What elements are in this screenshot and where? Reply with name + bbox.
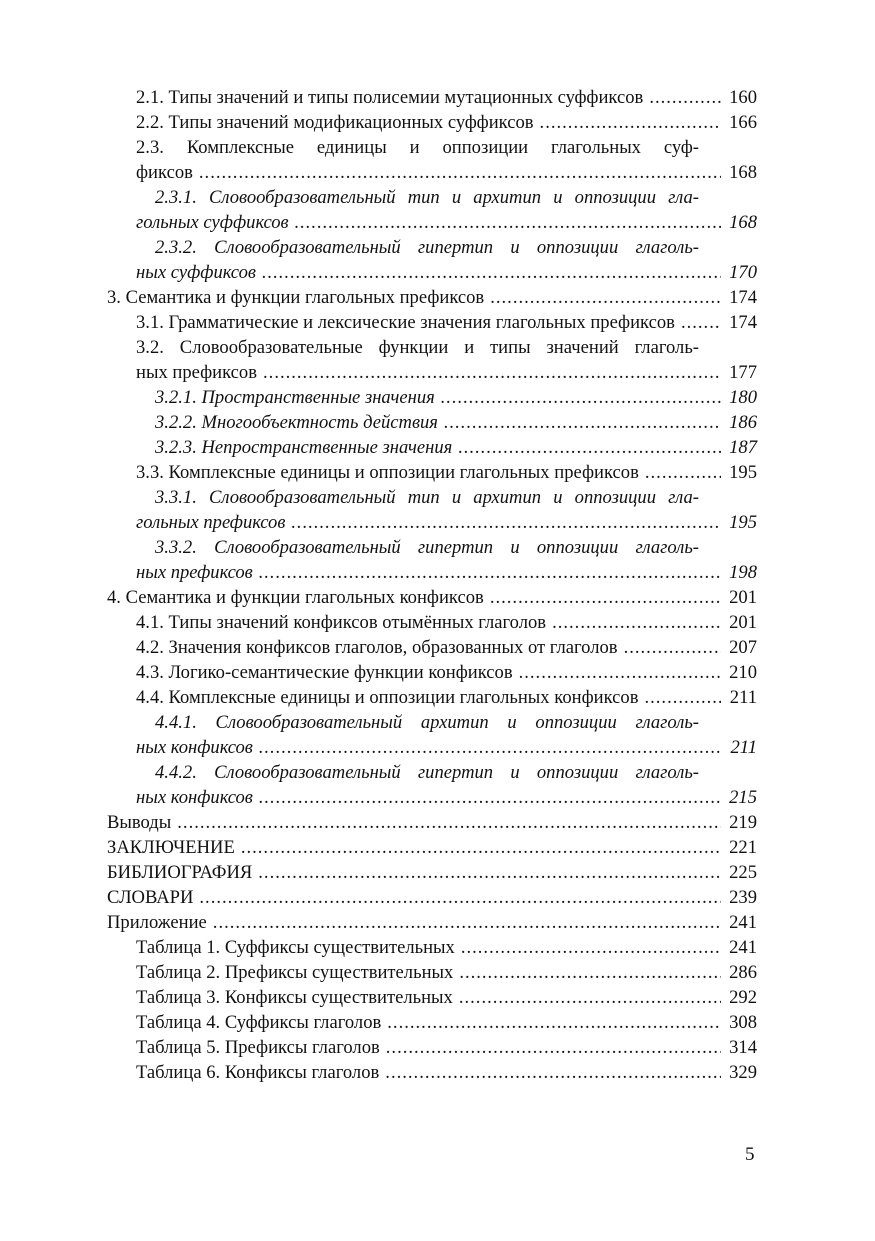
dot-leader	[241, 835, 721, 860]
dot-leader	[213, 910, 721, 935]
toc-entry	[107, 585, 757, 610]
toc-entry-page: 198	[729, 562, 757, 583]
toc-entry-page: 195	[729, 462, 757, 483]
toc-entry-title: Таблица 1. Суффиксы существительных	[136, 937, 455, 958]
toc-entry-page: 174	[729, 312, 757, 333]
dot-leader	[644, 685, 721, 710]
dot-leader	[291, 510, 721, 535]
toc-entry-title-line: 3.2. Словообразовательные функции и типы значений глаголь-	[136, 337, 699, 358]
toc-entry	[107, 110, 757, 135]
table-of-contents	[107, 85, 757, 1085]
toc-entry-title: фиксов	[136, 162, 193, 183]
toc-entry	[107, 1010, 757, 1035]
toc-entry	[107, 285, 757, 310]
toc-entry	[107, 560, 757, 585]
toc-entry-page: 180	[729, 387, 757, 408]
toc-entry	[107, 1060, 757, 1085]
toc-entry	[107, 410, 757, 435]
toc-entry-page: 221	[729, 837, 757, 858]
toc-entry-title: БИБЛИОГРАФИЯ	[107, 862, 253, 883]
toc-entry-title: гольных префиксов	[136, 512, 286, 533]
toc-entry-title: 4.4. Комплексные единицы и оппозиции глагольных конфиксов	[136, 687, 639, 708]
toc-entry	[107, 960, 757, 985]
toc-entry-title: Таблица 3. Конфиксы существительных	[136, 987, 453, 1008]
dot-leader	[444, 410, 721, 435]
toc-entry-title-line: 4.4.2. Словообразовательный гипертип и оппозиции глаголь-	[155, 762, 699, 783]
dot-leader	[459, 960, 721, 985]
toc-entry-title: ных префиксов	[136, 362, 258, 383]
toc-entry-title-line: 2.3.1. Словообразовательный тип и архитип и оппозиции гла-	[155, 187, 699, 208]
dot-leader	[386, 1035, 721, 1060]
toc-entry	[107, 260, 757, 285]
toc-entry-page: 211	[729, 687, 757, 708]
dot-leader	[199, 885, 721, 910]
toc-entry-title: Таблица 2. Префиксы существительных	[136, 962, 454, 983]
toc-entry-page: 168	[729, 162, 757, 183]
dot-leader	[519, 660, 721, 685]
toc-entry-page: 314	[729, 1037, 757, 1058]
toc-entry	[107, 610, 757, 635]
toc-entry-page: 168	[729, 212, 757, 233]
toc-entry	[107, 160, 757, 185]
toc-entry	[107, 785, 757, 810]
toc-entry-title-line: 3.3.1. Словообразовательный тип и архитип и оппозиции гла-	[155, 487, 699, 508]
toc-entry-page: 292	[729, 987, 757, 1008]
toc-entry-title: ных префиксов	[136, 562, 253, 583]
dot-leader	[259, 735, 721, 760]
toc-entry-title: 3.2.2. Многообъектность действия	[155, 412, 438, 433]
toc-entry-page: 241	[729, 912, 757, 933]
toc-entry	[107, 460, 757, 485]
toc-entry-page: 201	[729, 612, 757, 633]
toc-entry	[107, 835, 757, 860]
toc-entry-page: 211	[730, 737, 757, 758]
toc-entry	[107, 435, 757, 460]
toc-entry-page: 177	[729, 362, 757, 383]
toc-entry-title-line: 2.3. Комплексные единицы и оппозиции глагольных суф-	[136, 137, 699, 158]
toc-entry	[107, 85, 757, 110]
toc-entry-page: 160	[729, 87, 757, 108]
dot-leader	[461, 935, 721, 960]
dot-leader	[258, 860, 721, 885]
toc-entry-page: 215	[729, 787, 757, 808]
toc-entry-title: Таблица 4. Суффиксы глаголов	[136, 1012, 382, 1033]
toc-entry-title: Таблица 5. Префиксы глаголов	[136, 1037, 380, 1058]
dot-leader	[259, 560, 721, 585]
dot-leader	[649, 85, 721, 110]
page-number: 5	[745, 1144, 755, 1165]
toc-entry-title: ных суффиксов	[136, 262, 256, 283]
toc-entry	[107, 885, 757, 910]
toc-entry-title: ных конфиксов	[136, 787, 253, 808]
dot-leader	[263, 360, 721, 385]
dot-leader	[624, 635, 721, 660]
dot-leader	[490, 285, 721, 310]
toc-entry	[107, 685, 757, 710]
toc-entry-page: 225	[729, 862, 757, 883]
toc-entry	[107, 1035, 757, 1060]
toc-entry-title: 2.1. Типы значений и типы полисемии мутационных суффиксов	[136, 87, 644, 108]
dot-leader	[387, 1010, 721, 1035]
toc-entry	[107, 510, 757, 535]
dot-leader	[385, 1060, 721, 1085]
toc-entry-title: 4.2. Значения конфиксов глаголов, образованных от глаголов	[136, 637, 618, 658]
dot-leader	[490, 585, 721, 610]
dot-leader	[295, 210, 721, 235]
toc-entry-title: ных конфиксов	[136, 737, 253, 758]
toc-entry	[107, 310, 757, 335]
toc-entry-title-line: 2.3.2. Словообразовательный гипертип и оппозиции глаголь-	[155, 237, 699, 258]
toc-entry	[107, 910, 757, 935]
toc-entry-page: 308	[729, 1012, 757, 1033]
toc-entry-page: 187	[729, 437, 757, 458]
toc-entry-title-line: 3.3.2. Словообразовательный гипертип и оппозиции глаголь-	[155, 537, 699, 558]
toc-entry-title: 4.3. Логико-семантические функции конфиксов	[136, 662, 513, 683]
toc-entry	[107, 635, 757, 660]
dot-leader	[458, 435, 721, 460]
toc-entry	[107, 860, 757, 885]
toc-entry-title: 4.1. Типы значений конфиксов отымённых глаголов	[136, 612, 547, 633]
dot-leader	[199, 160, 721, 185]
toc-entry-title: 2.2. Типы значений модификационных суффиксов	[136, 112, 534, 133]
toc-entry-page: 286	[729, 962, 757, 983]
toc-entry-title: Выводы	[107, 812, 172, 833]
toc-entry-page: 207	[729, 637, 757, 658]
toc-entry	[107, 210, 757, 235]
dot-leader	[540, 110, 721, 135]
toc-entry-page: 166	[729, 112, 757, 133]
toc-entry-page: 329	[729, 1062, 757, 1083]
toc-entry-title: 3.2.1. Пространственные значения	[155, 387, 435, 408]
toc-entry-page: 170	[729, 262, 757, 283]
toc-entry	[107, 660, 757, 685]
toc-entry-title: гольных суффиксов	[136, 212, 289, 233]
toc-entry-title: 3.1. Грамматические и лексические значения глагольных префиксов	[136, 312, 675, 333]
dot-leader	[441, 385, 721, 410]
dot-leader	[177, 810, 721, 835]
dot-leader	[459, 985, 721, 1010]
toc-entry-title: ЗАКЛЮЧЕНИЕ	[107, 837, 235, 858]
toc-entry-title: 4. Семантика и функции глагольных конфиксов	[107, 587, 484, 608]
toc-entry-page: 201	[729, 587, 757, 608]
dot-leader	[262, 260, 721, 285]
toc-entry-title: 3.3. Комплексные единицы и оппозиции глагольных префиксов	[136, 462, 639, 483]
toc-entry	[107, 935, 757, 960]
toc-entry-title-line: 4.4.1. Словообразовательный архитип и оппозиции глаголь-	[155, 712, 699, 733]
dot-leader	[645, 460, 721, 485]
toc-entry	[107, 735, 757, 760]
toc-entry-page: 174	[729, 287, 757, 308]
toc-entry	[107, 985, 757, 1010]
dot-leader	[552, 610, 721, 635]
dot-leader	[681, 310, 721, 335]
toc-entry-title: 3. Семантика и функции глагольных префиксов	[107, 287, 485, 308]
toc-entry-page: 219	[729, 812, 757, 833]
toc-entry-title: Таблица 6. Конфиксы глаголов	[136, 1062, 380, 1083]
toc-entry	[107, 810, 757, 835]
toc-entry-page: 241	[729, 937, 757, 958]
toc-entry-title: Приложение	[107, 912, 207, 933]
dot-leader	[259, 785, 721, 810]
toc-entry-page: 195	[729, 512, 757, 533]
toc-entry	[107, 360, 757, 385]
toc-entry	[107, 385, 757, 410]
toc-entry-title: 3.2.3. Непространственные значения	[155, 437, 453, 458]
toc-entry-page: 186	[729, 412, 757, 433]
toc-entry-title: СЛОВАРИ	[107, 887, 194, 908]
toc-entry-page: 210	[729, 662, 757, 683]
toc-entry-page: 239	[729, 887, 757, 908]
